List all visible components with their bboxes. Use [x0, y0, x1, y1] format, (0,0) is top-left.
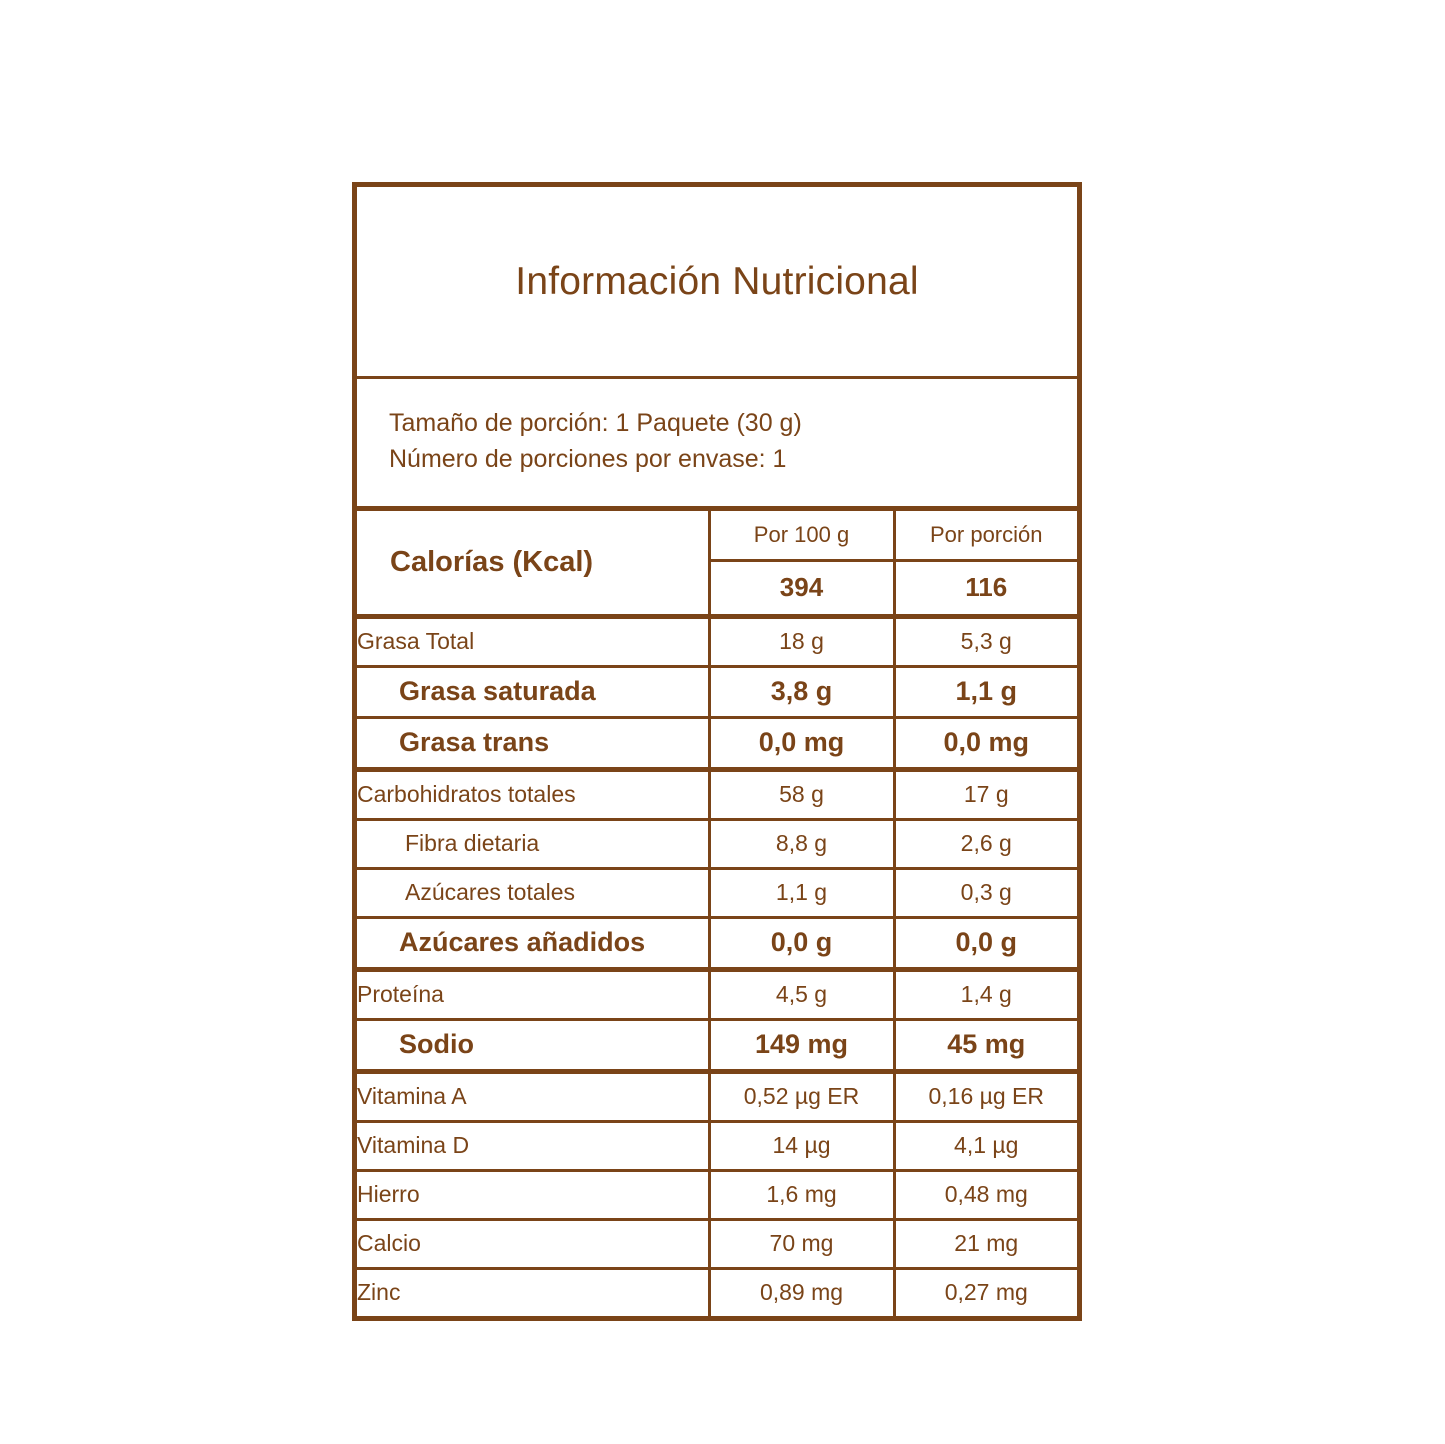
row-label-hierro: Hierro	[357, 1170, 709, 1219]
calories-per-serving: 116	[894, 560, 1077, 616]
row-value-carbohidratos-100g: 58 g	[709, 769, 894, 819]
row-value-grasa-trans-serving: 0,0 mg	[894, 717, 1077, 769]
table-row	[357, 819, 1077, 868]
table-row	[357, 969, 1077, 1019]
table-row	[357, 1268, 1077, 1316]
row-value-vitamina-d-serving: 4,1 µg	[894, 1121, 1077, 1170]
servings-per-container-line: Número de porciones por envase: 1	[389, 445, 787, 474]
table-row	[357, 666, 1077, 717]
row-value-calcio-serving: 21 mg	[894, 1219, 1077, 1268]
nutrition-table	[357, 511, 1077, 1316]
row-value-azucares-totales-100g: 1,1 g	[709, 868, 894, 917]
row-value-sodio-serving: 45 mg	[894, 1019, 1077, 1071]
row-value-grasa-total-100g: 18 g	[709, 616, 894, 666]
table-row	[357, 1121, 1077, 1170]
column-header-per-serving: Por porción	[894, 511, 1077, 561]
nutrition-facts-panel	[352, 182, 1082, 1321]
row-value-grasa-saturada-100g: 3,8 g	[709, 666, 894, 717]
row-value-proteina-100g: 4,5 g	[709, 969, 894, 1019]
row-value-hierro-serving: 0,48 mg	[894, 1170, 1077, 1219]
serving-info-block	[357, 379, 1077, 511]
row-value-grasa-trans-100g: 0,0 mg	[709, 717, 894, 769]
row-label-fibra-dietaria: Fibra dietaria	[357, 819, 709, 868]
table-row	[357, 1019, 1077, 1071]
row-label-vitamina-d: Vitamina D	[357, 1121, 709, 1170]
serving-size-line: Tamaño de porción: 1 Paquete (30 g)	[389, 409, 802, 437]
table-row	[357, 1170, 1077, 1219]
row-value-vitamina-d-100g: 14 µg	[709, 1121, 894, 1170]
table-row	[357, 868, 1077, 917]
row-label-proteina: Proteína	[357, 969, 709, 1019]
row-label-carbohidratos-totales: Carbohidratos totales	[357, 769, 709, 819]
title-block	[357, 187, 1077, 379]
row-label-azucares-anadidos: Azúcares añadidos	[357, 917, 709, 969]
row-value-calcio-100g: 70 mg	[709, 1219, 894, 1268]
table-row	[357, 1219, 1077, 1268]
row-value-sodio-100g: 149 mg	[709, 1019, 894, 1071]
table-row	[357, 917, 1077, 969]
calories-label: Calorías (Kcal)	[357, 511, 709, 617]
row-value-vitamina-a-serving: 0,16 µg ER	[894, 1071, 1077, 1121]
row-value-grasa-saturada-serving: 1,1 g	[894, 666, 1077, 717]
calories-per-100g: 394	[709, 560, 894, 616]
row-label-sodio: Sodio	[357, 1019, 709, 1071]
row-value-grasa-total-serving: 5,3 g	[894, 616, 1077, 666]
row-value-vitamina-a-100g: 0,52 µg ER	[709, 1071, 894, 1121]
row-value-zinc-serving: 0,27 mg	[894, 1268, 1077, 1316]
row-label-grasa-saturada: Grasa saturada	[357, 666, 709, 717]
row-label-calcio: Calcio	[357, 1219, 709, 1268]
row-value-fibra-100g: 8,8 g	[709, 819, 894, 868]
table-row	[357, 717, 1077, 769]
row-label-zinc: Zinc	[357, 1268, 709, 1316]
table-row	[357, 769, 1077, 819]
table-row	[357, 1071, 1077, 1121]
row-value-azucares-totales-serving: 0,3 g	[894, 868, 1077, 917]
page-title: Información Nutricional	[515, 259, 919, 303]
row-value-proteina-serving: 1,4 g	[894, 969, 1077, 1019]
row-label-grasa-trans: Grasa trans	[357, 717, 709, 769]
table-row	[357, 616, 1077, 666]
row-value-carbohidratos-serving: 17 g	[894, 769, 1077, 819]
row-label-grasa-total: Grasa Total	[357, 616, 709, 666]
row-value-azucares-anadidos-100g: 0,0 g	[709, 917, 894, 969]
column-header-per-100g: Por 100 g	[753, 521, 850, 547]
row-value-zinc-100g: 0,89 mg	[709, 1268, 894, 1316]
row-value-azucares-anadidos-serving: 0,0 g	[894, 917, 1077, 969]
row-value-fibra-serving: 2,6 g	[894, 819, 1077, 868]
row-label-azucares-totales: Azúcares totales	[357, 868, 709, 917]
row-value-hierro-100g: 1,6 mg	[709, 1170, 894, 1219]
table-header-row	[357, 511, 1077, 561]
row-label-vitamina-a: Vitamina A	[357, 1071, 709, 1121]
